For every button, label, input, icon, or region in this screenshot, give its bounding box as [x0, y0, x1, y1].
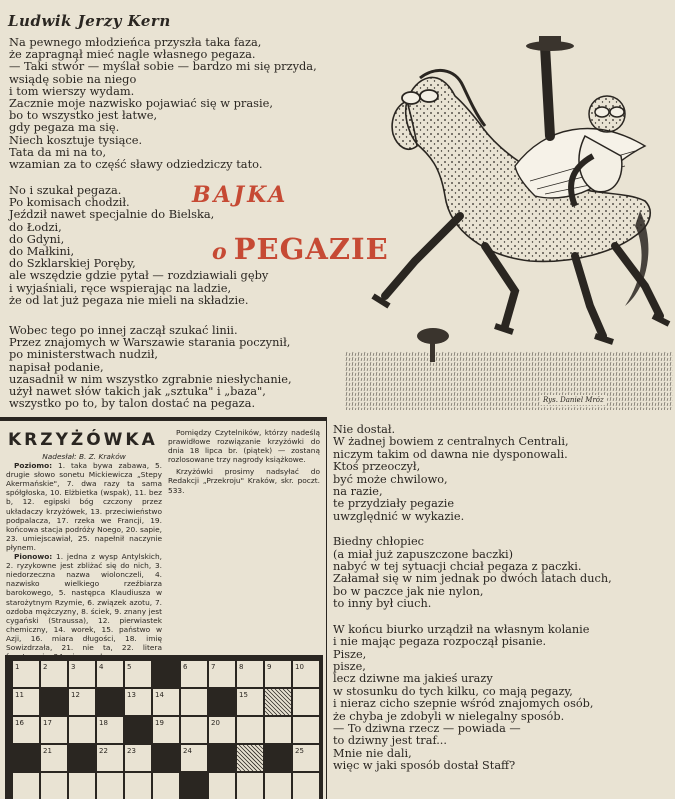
crossword-number: 7 — [211, 663, 216, 671]
poem-line: Mnie nie dali, — [333, 746, 412, 760]
crossword-cell — [265, 717, 291, 743]
crossword-cell — [237, 773, 263, 799]
crossword-number: 14 — [155, 691, 164, 699]
poem-line: do Łodzi, — [9, 219, 62, 234]
poem-line: niczym takim od dawna nie dysponowali. — [333, 447, 568, 461]
grass-ground — [345, 351, 673, 410]
poem-line: — To dziwna rzecz — powiada — — [333, 721, 521, 735]
crossword-number: 20 — [211, 719, 220, 727]
poem-line: Jeździł nawet specjalnie do Bielska, — [9, 207, 215, 222]
crossword-number: 13 — [127, 691, 136, 699]
title-prefix: o — [212, 239, 228, 265]
poem-line: wzamian za to część sławy odziedziczy tato. — [9, 157, 263, 172]
poem-line: być może chwilowo, — [333, 472, 448, 486]
crossword-number: 11 — [15, 691, 24, 699]
author-name: Ludwik Jerzy Kern — [8, 12, 171, 30]
crossword-number: 21 — [43, 747, 52, 755]
poem-line: że zapragnął mieć nagle własnego pegaza. — [9, 47, 256, 62]
clues-down-label: Pionowo: — [14, 552, 53, 562]
section-divider-thin — [0, 420, 327, 421]
crossword-cell — [69, 717, 95, 743]
poem-line: do Szklarskiej Poręby, — [9, 256, 136, 271]
poem-line: gdy pegaza ma się. — [9, 120, 120, 135]
crossword-number: 5 — [127, 663, 132, 671]
clues-down — [6, 552, 162, 661]
poem-line: — Taki stwór — myślał sobie — bardzo mi się przyda, — [9, 59, 317, 74]
crossword-number: 12 — [71, 691, 80, 699]
poem-line: (a miał już zapuszczone baczki) — [333, 547, 514, 561]
column-divider — [326, 417, 327, 799]
crossword-clues-left — [6, 452, 162, 661]
poem-line: Niech kosztuje tysiące. — [9, 132, 143, 147]
crossword-cell — [293, 717, 319, 743]
crossword-cell — [293, 773, 319, 799]
poem-line: W żadnej bowiem z centralnych Centrali, — [333, 435, 569, 449]
poem-line: i wyjaśniali, ręce wspierając na ladzie, — [9, 280, 232, 295]
clues-across-text: 1. taka bywa zabawa, 5. drugie słowo sonetu Mickiewicza „Stepy Akermańskie", 7. dwa razy ta sama spółgłoska, 10. Elżbietka (wspak), 11. bez b, 12. egipski bóg czczony przez układaczy krzyżówek, 13. przeciwieństwo podpalacza, 17. rzeka we Francji, 19. końcowa stacja podróży Noego, 20. sapie, 23. umiejscawiał, 25. napełnił naczynie płynem. — [6, 461, 162, 552]
crossword-number: 23 — [127, 747, 136, 755]
poem-line: Po komisach chodził. — [9, 195, 130, 210]
poem-line: uzasadnił w nim wszystko zgrabnie niesłychanie, — [9, 371, 292, 386]
crossword-info-right — [168, 428, 320, 495]
poem-stanza-1 — [9, 36, 317, 170]
crossword-number: 17 — [43, 719, 52, 727]
poem-line: do Małkini, — [9, 244, 75, 259]
poem-line: nabyć w tej sytuacji chciał pegaza z paczki. — [333, 560, 582, 574]
poem-line: W końcu biurko urządził na własnym kolanie — [333, 622, 590, 636]
poem-line: Biedny chłopiec — [333, 535, 425, 549]
poem-line: te przydziały pegazie — [333, 497, 455, 511]
crossword-cell — [125, 773, 151, 799]
poem-line: na razie, — [333, 485, 383, 499]
poem-stanza-3 — [9, 324, 292, 409]
crossword-number: 19 — [155, 719, 164, 727]
crossword-number: 24 — [183, 747, 192, 755]
poem-line: że chyba je zdobyli w nielegalny sposób. — [333, 709, 565, 723]
poem-line: wszystko po to, by talon dostać na pegaza. — [9, 396, 256, 411]
pegasus-illustration — [345, 6, 673, 410]
poem-line: napisał podanie, — [9, 359, 104, 374]
crossword-cell — [181, 689, 207, 715]
poem-line: Nie dostał. — [333, 423, 396, 436]
crossword-number: 25 — [295, 747, 304, 755]
illustration-caption: Rys. Daniel Mróz — [540, 395, 607, 405]
crossword-cell — [209, 773, 235, 799]
crossword-cell — [265, 773, 291, 799]
crossword-grid — [5, 655, 323, 799]
hat-icon — [526, 36, 574, 51]
poem-line: pisze, — [333, 659, 366, 673]
crossword-cell — [237, 717, 263, 743]
crossword-number: 16 — [15, 719, 24, 727]
clues-across — [6, 461, 162, 552]
poem-line: Na pewnego młodzieńca przyszła taka faza, — [9, 35, 262, 49]
poem-line: Przez znajomych w Warszawie starania poczynił, — [9, 335, 291, 350]
poem-line: i nie mając pegaza rozpoczął pisanie. — [333, 635, 547, 649]
crossword-number: 10 — [295, 663, 304, 671]
crossword-cell — [41, 773, 67, 799]
poem-line: Tata da mi na to, — [9, 144, 107, 159]
clues-across-label: Poziomo: — [14, 461, 53, 471]
poem-line: wsiądę sobie na niego — [9, 71, 137, 86]
poem-line: to inny był ciuch. — [333, 597, 432, 611]
crossword-title: KRZYŻÓWKA — [8, 430, 158, 450]
crossword-number: 6 — [183, 663, 188, 671]
poem-line: Załamał się w nim jednak po dwóch latach duch, — [333, 572, 612, 586]
poem-line: Zacznie moje nazwisko pojawiać się w prasie, — [9, 96, 273, 111]
crossword-number: 15 — [239, 691, 248, 699]
poem-line: do Gdyni, — [9, 231, 65, 246]
poem-line: bo to wszystko jest łatwe, — [9, 108, 158, 123]
poem-line: i nieraz cicho szepnie wśród znajomych osób, — [333, 697, 594, 711]
title-bajka: BAJKA — [192, 182, 289, 208]
crossword-number: 8 — [239, 663, 244, 671]
crossword-send-address: Krzyżówki prosimy nadsyłać do Redakcji „Przekroju" Kraków, skr. poczt. 533. — [168, 467, 320, 495]
poem-line: lecz dziwne ma jakieś urazy — [333, 672, 493, 686]
crossword-number: 22 — [99, 747, 108, 755]
poem-line: uwzględnić w wykazie. — [333, 509, 465, 523]
crossword-number: 1 — [15, 663, 20, 671]
poem-line: i tom wierszy wydam. — [9, 83, 135, 98]
title-word: PEGAZIE — [233, 232, 389, 266]
crossword-number: 18 — [99, 719, 108, 727]
poem-line: bo w paczce jak nie nylon, — [333, 584, 484, 598]
poem-continuation — [333, 424, 612, 773]
poem-line: ale wszędzie gdzie pytał — rozdziawiali gęby — [9, 268, 269, 283]
poem-line: Pisze, — [333, 647, 367, 661]
poem-line: to dziwny jest traf... — [333, 734, 447, 748]
clues-down-text: 1. jedna z wysp Antylskich, 2. ryzykowne jest zbliżać się do nich, 3. niedorzeczna nazwa wiolonczeli, 4. nazwisko wielkiego rzeźbiarza barokowego, 5. następca Klaudiusza w starożytnym Rzymie, 6. związek azotu, 7. ozdoba mężczyzny, 8. ściek, 9. znany jest cygański (Straussa), 12. pierwiastek chemiczny, 14. worek, 15. państwo w Azji, 16. miara długości, 18. imię Sowizdrzała, 21. nie ta, 22. litera fonetycznie, 24. nie przed. — [6, 552, 162, 662]
poem-line: Wobec tego po innej zaczął szukać linii. — [9, 323, 238, 337]
poem-line: że od lat już pegaza nie mieli na składzie. — [9, 292, 249, 307]
poem-line: po ministerstwach nudził, — [9, 347, 159, 362]
poem-line: w stosunku do tych kilku, co mają pegazy, — [333, 684, 573, 698]
crossword-cell — [153, 773, 179, 799]
crossword-cell — [293, 689, 319, 715]
crossword-number: 2 — [43, 663, 48, 671]
crossword-author: Nadesłał: B. Z. Kraków — [42, 452, 126, 461]
crossword-number: 4 — [99, 663, 104, 671]
crossword-number: 3 — [71, 663, 76, 671]
crossword-cell — [181, 717, 207, 743]
crossword-cell — [69, 773, 95, 799]
crossword-cell — [13, 773, 39, 799]
crossword-number: 9 — [267, 663, 272, 671]
poem-line: więc w jaki sposób dostał Staff? — [333, 759, 516, 773]
poem-line: No i szukał pegaza. — [9, 183, 122, 197]
poem-line: Ktoś przeoczył, — [333, 460, 421, 474]
poem-line: użył nawet słów takich jak „sztuka" i „baza", — [9, 384, 266, 399]
crossword-cell — [97, 773, 123, 799]
crossword-winners: Pomiędzy Czytelników, którzy nadeślą prawidłowe rozwiązanie krzyżówki do dnia 18 lipca br. (piątek) — zostaną rozlosowane trzy nagrody książkowe. — [168, 428, 320, 465]
